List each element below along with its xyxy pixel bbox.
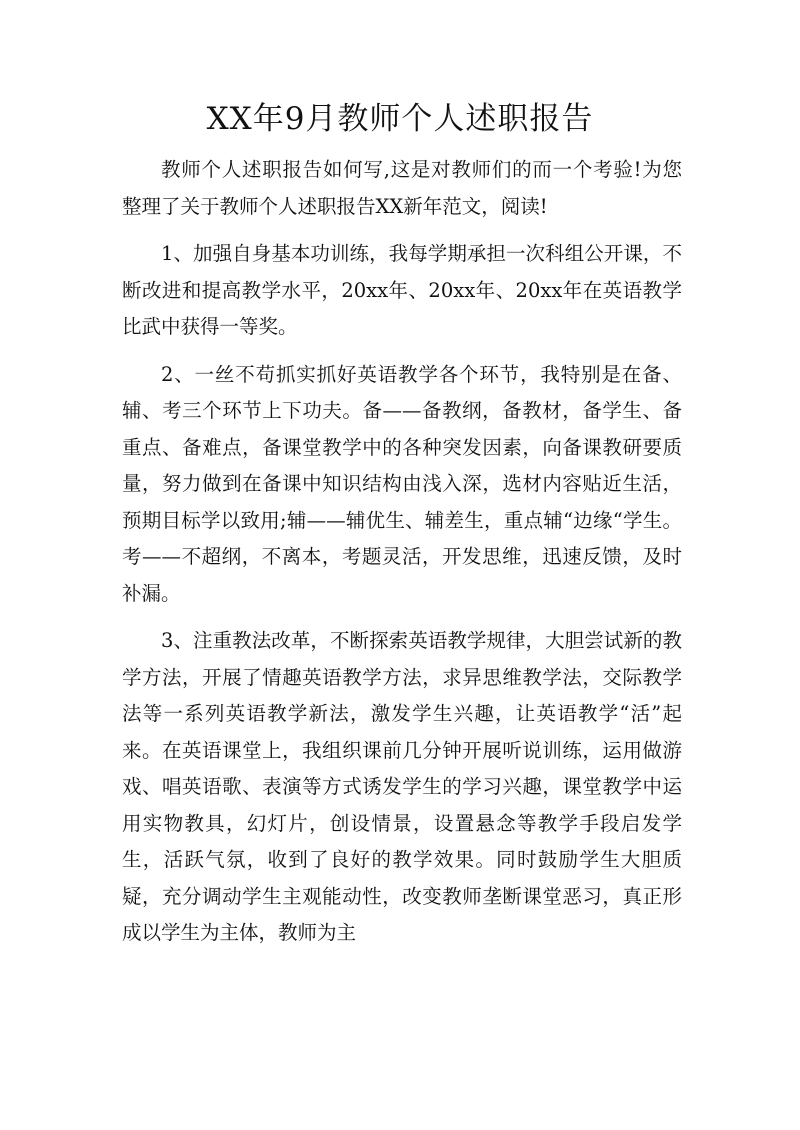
page-title: XX年9月教师个人述职报告 (206, 101, 594, 137)
document-body (122, 152, 682, 963)
intro-paragraph: 教师个人述职报告如何写,这是对教师们的而一个考验!为您整理了关于教师个人述职报告XX新年范文，阅读! (122, 158, 682, 218)
paragraph-item-2: 2、一丝不苟抓实抓好英语教学各个环节，我特别是在备、辅、考三个环节上下功夫。备——备教纲，备教材，备学生、备重点、备难点，备课堂教学中的各种突发因素，向备课教研要质量，努力做到在备课中知识结构由浅入深，选材内容贴近生活，预期目标学以致用;辅——辅优生、辅差生，重点辅“边缘“学生。考——不超纲，不离本，考题灵活，开发思维，迅速反馈，及时补漏。 (122, 362, 682, 605)
paragraph-item-3: 3、注重教法改革，不断探索英语教学规律，大胆尝试新的教学方法，开展了情趣英语教学方法，求异思维教学法，交际教学法等一系列英语教学新法，激发学生兴趣，让英语教学“活”起来。在英语课堂上，我组织课前几分钟开展听说训练，运用做游戏、唱英语歌、表演等方式诱发学生的学习兴趣，课堂教学中运用实物教具，幻灯片，创设情景，设置悬念等教学手段启发学生，活跃气氛，收到了良好的教学效果。同时鼓励学生大胆质疑，充分调动学生主观能动性，改变教师垄断课堂恶习，真正形成以学生为主体，教师为主 (122, 629, 682, 944)
paragraph-item-1: 1、加强自身基本功训练，我每学期承担一次科组公开课，不断改进和提高教学水平，20xx年、20xx年、20xx年在英语教学比武中获得一等奖。 (122, 242, 682, 338)
